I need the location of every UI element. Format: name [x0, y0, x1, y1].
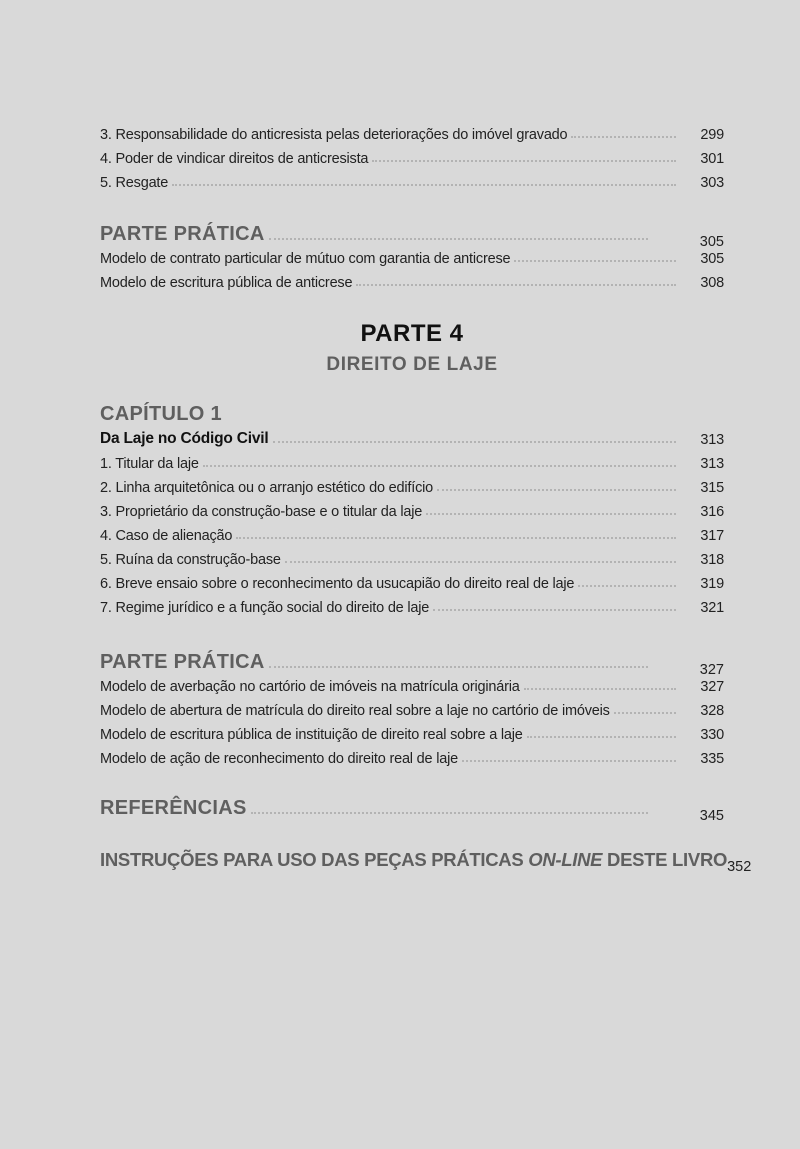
dot-leader	[269, 238, 648, 240]
toc-entry	[100, 267, 724, 291]
toc-entry-page: 301	[700, 151, 724, 167]
toc-entry	[100, 743, 724, 767]
dot-leader	[285, 561, 676, 563]
toc-entry	[100, 143, 724, 167]
section-heading: REFERÊNCIAS	[100, 797, 247, 819]
section-heading: PARTE PRÁTICA	[100, 651, 265, 673]
toc-entry-label: 5. Resgate	[100, 175, 169, 191]
toc-entry-page: 316	[700, 504, 724, 520]
toc-entry-page: 317	[700, 528, 724, 544]
dot-leader	[514, 260, 676, 262]
toc-entry-label: Modelo de escritura pública de instituição de direito real sobre a laje	[100, 727, 523, 743]
dot-leader	[433, 609, 676, 611]
dot-leader	[269, 666, 648, 668]
toc-entry-page: 315	[700, 480, 724, 496]
toc-entry	[100, 496, 724, 520]
toc-entry-label: 4. Poder de vindicar direitos de anticresista	[100, 151, 369, 167]
dot-leader	[426, 513, 676, 515]
part-title: PARTE 4	[360, 320, 464, 347]
dot-leader	[614, 712, 676, 714]
toc-entry-page: 327	[700, 679, 724, 695]
instructions-text-italic: ON-LINE	[528, 849, 603, 870]
section-page: 305	[699, 234, 724, 250]
chapter-section	[100, 403, 724, 616]
part-subtitle: DIREITO DE LAJE	[326, 354, 498, 375]
dot-leader	[356, 284, 676, 286]
toc-entry-label: 5. Ruína da construção-base	[100, 552, 281, 568]
toc-entry-page: 321	[700, 600, 724, 616]
toc-entry	[100, 719, 724, 743]
toc-entry-page: 335	[700, 751, 724, 767]
toc-entry-page: 299	[700, 127, 724, 143]
toc-entry	[100, 246, 724, 267]
dot-leader	[571, 136, 676, 138]
references-section	[100, 794, 724, 824]
toc-entry	[100, 472, 724, 496]
toc-entry	[100, 448, 724, 472]
toc-entry-label: Modelo de abertura de matrícula do direito real sobre a laje no cartório de imóveis	[100, 703, 610, 719]
toc-entry-label: Modelo de contrato particular de mútuo com garantia de anticrese	[100, 251, 511, 267]
toc-entry-page: 330	[700, 727, 724, 743]
toc-entry	[100, 568, 724, 592]
dot-leader	[578, 585, 676, 587]
section-page: 327	[699, 662, 724, 678]
instructions-section	[100, 845, 752, 875]
chapter-title-entry	[100, 426, 724, 448]
section-page: 352	[727, 859, 752, 875]
toc-entry-label: 4. Caso de alienação	[100, 528, 233, 544]
toc-entry-label: 6. Breve ensaio sobre o reconhecimento da usucapião do direito real de laje	[100, 576, 575, 592]
toc-entry-label: 1. Titular da laje	[100, 456, 199, 472]
dot-leader	[462, 760, 676, 762]
toc-entry-label: 2. Linha arquitetônica ou o arranjo estético do edifício	[100, 480, 433, 496]
dot-leader	[251, 812, 648, 814]
dot-leader	[372, 160, 676, 162]
toc-entry-label: Modelo de escritura pública de anticrese	[100, 275, 353, 291]
parte-pratica-section-1	[100, 220, 724, 291]
parte-pratica-section-2	[100, 648, 724, 767]
dot-leader	[236, 537, 676, 539]
dot-leader	[437, 489, 676, 491]
toc-entry-page: 318	[700, 552, 724, 568]
dot-leader	[203, 465, 676, 467]
toc-entry	[100, 674, 724, 695]
toc-entry-label: 3. Proprietário da construção-base e o titular da laje	[100, 504, 423, 520]
parte-pratica-heading	[100, 648, 724, 678]
toc-entry	[100, 520, 724, 544]
toc-entry-page: 313	[700, 432, 724, 448]
top-entries	[100, 119, 724, 191]
toc-entry-page: 308	[700, 275, 724, 291]
toc-entry-label: 3. Responsabilidade do anticresista pelas deteriorações do imóvel gravado	[100, 127, 568, 143]
toc-entry	[100, 695, 724, 719]
toc-entry	[100, 592, 724, 616]
references-heading-row	[100, 794, 724, 824]
chapter-title: Da Laje no Código Civil	[100, 430, 269, 447]
toc-entry-label: Modelo de ação de reconhecimento do direito real de laje	[100, 751, 458, 767]
instructions-heading-row	[100, 845, 752, 875]
dot-leader	[273, 441, 677, 443]
dot-leader	[527, 736, 676, 738]
dot-leader	[524, 688, 676, 690]
dot-leader	[172, 184, 676, 186]
toc-entry-page: 303	[700, 175, 724, 191]
toc-entry-page: 328	[700, 703, 724, 719]
section-heading: PARTE PRÁTICA	[100, 223, 265, 245]
parte-pratica-heading	[100, 220, 724, 250]
section-heading	[100, 849, 727, 871]
toc-entry	[100, 119, 724, 143]
toc-entry-page: 319	[700, 576, 724, 592]
chapter-heading: CAPÍTULO 1	[100, 403, 222, 425]
section-page: 345	[699, 808, 724, 824]
toc-entry-page: 313	[700, 456, 724, 472]
toc-entry-label: Modelo de averbação no cartório de imóveis na matrícula originária	[100, 679, 520, 695]
toc-entry-page: 305	[700, 251, 724, 267]
toc-entry	[100, 167, 724, 191]
toc-entry	[100, 544, 724, 568]
instructions-text-before: INSTRUÇÕES PARA USO DAS PEÇAS PRÁTICAS	[100, 849, 529, 870]
toc-entry-label: 7. Regime jurídico e a função social do direito de laje	[100, 600, 430, 616]
instructions-text-after: DESTE LIVRO	[602, 849, 728, 870]
